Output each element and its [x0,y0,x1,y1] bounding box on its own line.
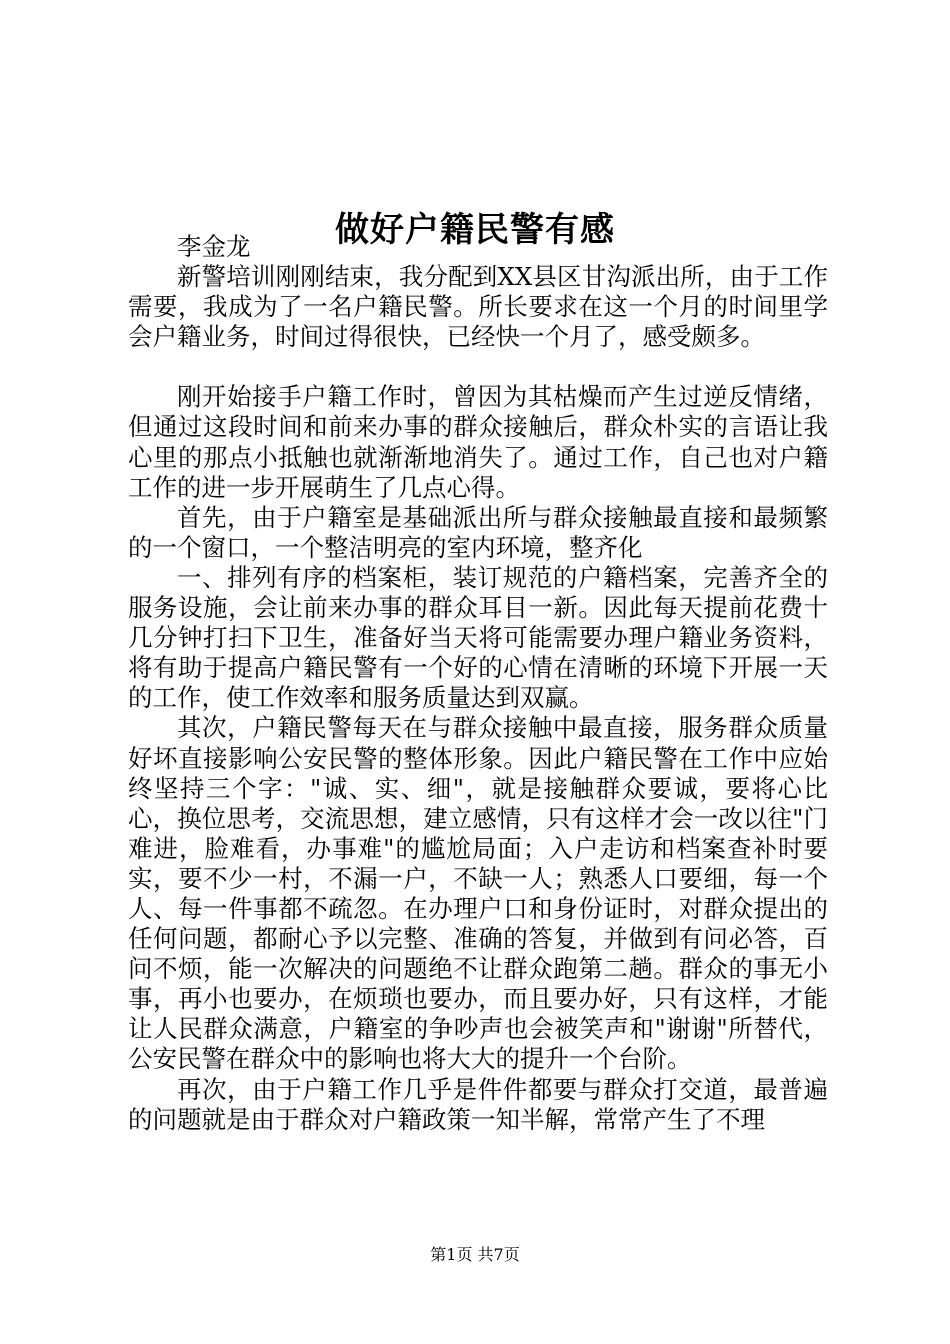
paragraph-intro: 新警培训刚刚结束，我分配到XX县区甘沟派出所，由于工作需要，我成为了一名户籍民警。所长要求在这一个月的时间里学会户籍业务，时间过得很快，已经快一个月了，感受颇多。 [128,262,828,352]
document-body [128,232,828,1135]
paragraph-third: 再次，由于户籍工作几乎是件件都要与群众打交道，最普遍的问题就是由于群众对户籍政策一知半解，常常产生了不理 [128,1074,828,1134]
paragraph-first: 首先，由于户籍室是基础派出所与群众接触最直接和最频繁的一个窗口，一个整洁明亮的室内环境，整齐化 [128,502,828,562]
author-line: 李金龙 [177,232,251,261]
paragraph-start: 刚开始接手户籍工作时，曾因为其枯燥而产生过逆反情绪，但通过这段时间和前来办事的群众接触后，群众朴实的言语让我心里的那点小抵触也就渐渐地消失了。通过工作，自己也对户籍工作的进一步开展萌生了几点心得。 [128,382,828,502]
document-title: 做好户籍民警有感 [335,209,615,250]
page-footer: 第1页 共7页 [430,1245,520,1264]
paragraph-archive: 一、排列有序的档案柜，装订规范的户籍档案，完善齐全的服务设施，会让前来办事的群众耳目一新。因此每天提前花费十几分钟打扫下卫生，准备好当天将可能需要办理户籍业务资料，将有助于提高户籍民警有一个好的心情在清晰的环境下开展一天的工作，使工作效率和服务质量达到双赢。 [128,562,828,713]
paragraph-second: 其次，户籍民警每天在与群众接触中最直接，服务群众质量好坏直接影响公安民警的整体形象。因此户籍民警在工作中应始终坚持三个字："诚、实、细"，就是接触群众要诚，要将心比心，换位思考，交流思想，建立感情，只有这样才会一改以往"门难进，脸难看，办事难"的尴尬局面；入户走访和档案查补时要实，要不少一村，不漏一户，不缺一人；熟悉人口要细，每一个人、每一件事都不疏忽。在办理户口和身份证时，对群众提出的任何问题，都耐心予以完整、准确的答复，并做到有问必答，百问不烦，能一次解决的问题绝不让群众跑第二趟。群众的事无小事，再小也要办，在烦琐也要办，而且要办好，只有这样，才能让人民群众满意，户籍室的争吵声也会被笑声和"谢谢"所替代，公安民警在群众中的影响也将大大的提升一个台阶。 [128,713,828,1074]
